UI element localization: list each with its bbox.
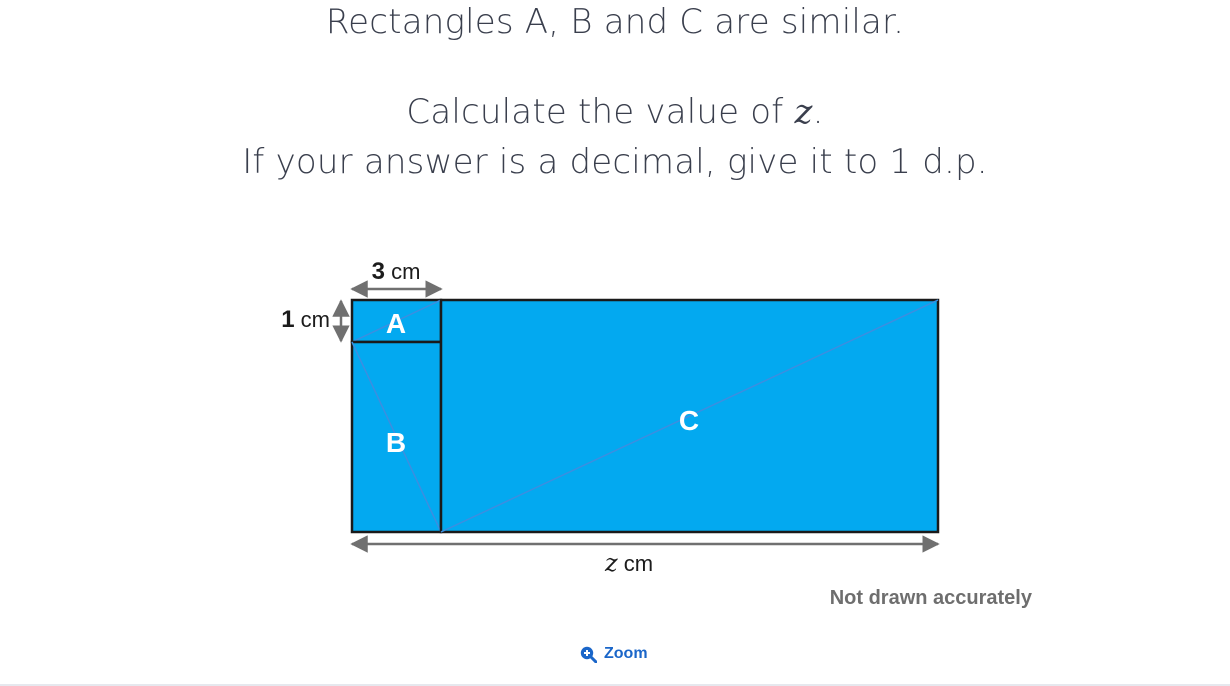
not-drawn-accurately-note: Not drawn accurately bbox=[829, 587, 1032, 609]
height-dimension-value: 1 bbox=[281, 306, 295, 333]
rectangle-c-label: C bbox=[678, 405, 700, 436]
width-dimension-label bbox=[372, 258, 421, 285]
total-width-variable: z bbox=[604, 549, 618, 577]
question-line-3: If your answer is a decimal, give it to 1 d.p. bbox=[242, 142, 988, 182]
zoom-button[interactable] bbox=[580, 645, 648, 663]
width-dimension-value: 3 bbox=[371, 258, 385, 285]
zoom-label: Zoom bbox=[604, 645, 648, 662]
rectangle-b-label: B bbox=[385, 427, 407, 458]
question-line-2-prefix: Calculate the value of bbox=[406, 92, 795, 132]
question-line-2-suffix: . bbox=[812, 92, 824, 132]
height-dimension-label bbox=[281, 306, 330, 333]
rectangle-a-label: A bbox=[385, 308, 407, 339]
question-line-1: Rectangles A, B and C are similar. bbox=[325, 2, 905, 42]
total-width-unit: cm bbox=[617, 551, 654, 576]
width-dimension-unit: cm bbox=[384, 259, 421, 284]
total-width-label bbox=[604, 549, 653, 577]
zoom-in-icon bbox=[580, 646, 597, 663]
question-variable: z bbox=[794, 92, 813, 132]
height-dimension-unit: cm bbox=[294, 307, 330, 332]
